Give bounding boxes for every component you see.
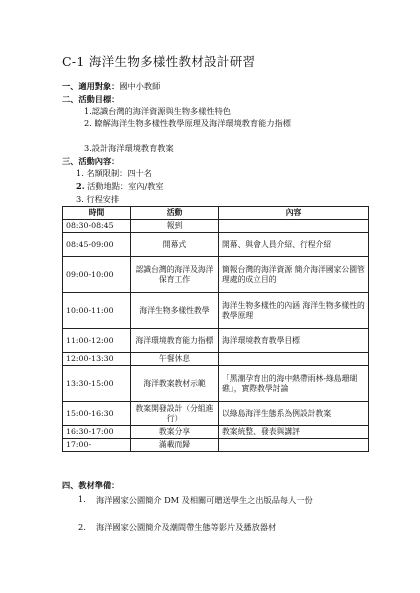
header-content: 內容 [219,207,369,220]
row-activity: 報到 [131,220,219,233]
document-title: C-1 海洋生物多樣性教材設計研習 [62,54,256,69]
row-time: 08:30-08:45 [63,220,131,233]
row-time: 11:00-12:00 [63,329,131,353]
row-time: 08:45-09:00 [63,233,131,257]
table-row [63,233,369,257]
row-content: 海洋生物多樣性的內涵 海洋生物多樣性的教學原理 [219,293,369,329]
material-item-number: 2. [78,522,86,532]
material-item-number: 1. [78,494,86,504]
material-item-text: 海洋國家公園簡介及潮間帶生態等影片及播放器材 [96,522,277,532]
section-3-label: 三、活動內容： [62,156,120,166]
row-content: 海洋環境教育教學目標 [219,329,369,353]
content-item-number: 3. [76,194,84,204]
row-time: 16:30-17:00 [63,426,131,439]
row-activity: 開幕式 [131,233,219,257]
section-1-label: 一、適用對象： [62,81,120,91]
content-item [76,194,119,205]
row-content: 「黑潮孕育出的海中熱帶雨林-綠島珊瑚礁」，實際教學討論 [219,366,369,402]
header-activity: 活動 [131,207,219,220]
content-item-text: 活動地點：室內/教室 [87,181,164,191]
section-4-label: 四、教材準備： [62,480,120,490]
row-time: 17:00- [63,439,131,452]
table-row [63,293,369,329]
table-row [63,426,369,439]
table-row [63,439,369,452]
content-item-number: 2. [76,181,85,191]
section-1-heading [62,81,160,92]
row-activity: 認識台灣的海洋及海洋保育工作 [131,257,219,293]
goal-item: 1.認識台灣的海洋資源與生物多樣性特色 [84,106,231,116]
row-activity: 滿載而歸 [131,439,219,452]
row-activity: 午餐休息 [131,353,219,366]
content-item-text: 行程安排 [86,194,120,204]
row-time: 13:30-15:00 [63,366,131,402]
row-time: 15:00-16:30 [63,402,131,426]
row-content: 教案統整、發表與講評 [219,426,369,439]
content-item-number: 1. [76,168,84,178]
table-row [63,366,369,402]
row-content [219,439,369,452]
row-activity: 海洋生物多樣性教學 [131,293,219,329]
section-2-label: 二、活動目標： [62,94,120,104]
table-row [63,329,369,353]
row-time: 12:00-13:30 [63,353,131,366]
row-activity: 教案開發設計（分組進行） [131,402,219,426]
row-content [219,220,369,233]
section-1-value: 國中小教師 [119,81,161,91]
row-content: 開幕、與會人員介紹、行程介紹 [219,233,369,257]
table-row [63,220,369,233]
row-time: 10:00-11:00 [63,293,131,329]
content-item [76,168,152,179]
row-activity: 海洋環境教育能力指標 [131,329,219,353]
table-row [63,257,369,293]
schedule-header-row [63,207,369,220]
row-content: 以綠島海洋生態系為例設計教案 [219,402,369,426]
row-content: 簡報台灣的海洋資源 簡介海洋國家公園管理處的成立目的 [219,257,369,293]
content-item [76,181,164,192]
header-time: 時間 [63,207,131,220]
row-activity: 教案分享 [131,426,219,439]
goal-item: 3.設計海洋環境教育教案 [84,143,174,153]
table-row [63,353,369,366]
goal-item: 2. 瞭解海洋生物多樣性教學原理及海洋環境教育能力指標 [84,118,291,128]
content-item-text: 名額限制：四十名 [86,168,152,178]
row-time: 09:00-10:00 [63,257,131,293]
schedule-table [62,206,369,452]
row-content [219,353,369,366]
table-row [63,402,369,426]
row-activity: 海洋教案教材示範 [131,366,219,402]
material-item-text: 海洋國家公園簡介 DM 及相關可贈送學生之出版品每人一份 [96,495,313,505]
